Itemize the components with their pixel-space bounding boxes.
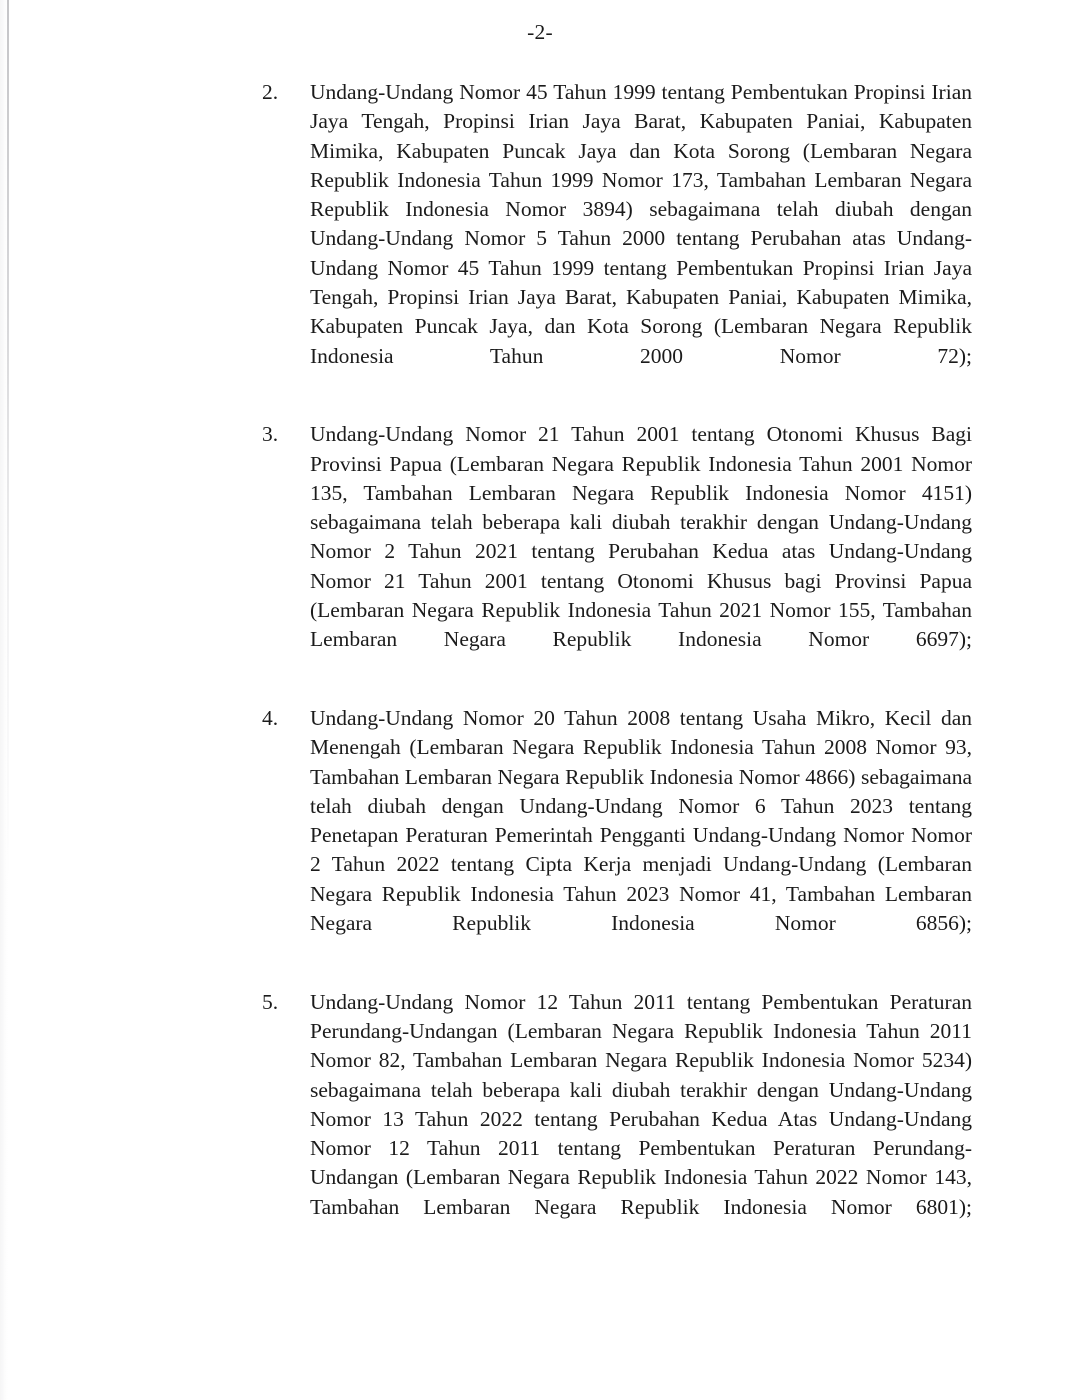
scan-edge-line — [7, 0, 9, 880]
clause-text: Undang-Undang Nomor 45 Tahun 1999 tentang Pembentukan Propinsi Irian Jaya Tengah, Propinsi Irian Jaya Barat, Kabupaten Paniai, Kabupaten Mimika, Kabupaten Puncak Jaya dan Kota Sorong (Lembaran Negara Republik Indonesia Tahun 1999 Nomor 173, Tambahan Lembaran Negara Republik Indonesia Nomor 3894) sebagaimana telah diubah dengan Undang-Undang Nomor 5 Tahun 2000 tentang Perubahan atas Undang-Undang Nomor 45 Tahun 1999 tentang Pembentukan Propinsi Irian Jaya Tengah, Propinsi Irian Jaya Barat, Kabupaten Paniai, Kabupaten Mimika, Kabupaten Puncak Jaya, dan Kota Sorong (Lembaran Negara Republik Indonesia Tahun 2000 Nomor 72); — [310, 80, 972, 368]
page-number: -2- — [527, 20, 553, 44]
clause-text: Undang-Undang Nomor 21 Tahun 2001 tentang Otonomi Khusus Bagi Provinsi Papua (Lembaran Negara Republik Indonesia Tahun 2001 Nomor 135, Tambahan Lembaran Negara Republik Indonesia Nomor 4151) sebagaimana telah beberapa kali diubah terakhir dengan Undang-Undang Nomor 2 Tahun 2021 tentang Perubahan Kedua atas Undang-Undang Nomor 21 Tahun 2001 tentang Otonomi Khusus bagi Provinsi Papua (Lembaran Negara Republik Indonesia Tahun 2021 Nomor 155, Tambahan Lembaran Negara Republik Indonesia Nomor 6697); — [310, 422, 972, 652]
clause-text: Undang-Undang Nomor 20 Tahun 2008 tentang Usaha Mikro, Kecil dan Menengah (Lembaran Negara Republik Indonesia Tahun 2008 Nomor 93, Tambahan Lembaran Negara Republik Indonesia Nomor 4866) sebagaimana telah diubah dengan Undang-Undang Nomor 6 Tahun 2023 tentang Penetapan Peraturan Pemerintah Pengganti Undang-Undang Nomor Nomor 2 Tahun 2022 tentang Cipta Kerja menjadi Undang-Undang (Lembaran Negara Republik Indonesia Tahun 2023 Nomor 41, Tambahan Lembaran Negara Republik Indonesia Nomor 6856); — [310, 705, 972, 936]
clause-item — [258, 78, 972, 400]
clause-text: Undang-Undang Nomor 12 Tahun 2011 tentang Pembentukan Peraturan Perundang-Undangan (Lembaran Negara Republik Indonesia Tahun 2011 Nomor 82, Tambahan Lembaran Negara Republik Indonesia Nomor 5234) sebagaimana telah beberapa kali diubah terakhir dengan Undang-Undang Nomor 13 Tahun 2022 tentang Perubahan Kedua Atas Undang-Undang Nomor 12 Tahun 2011 tentang Pembentukan Peraturan Perundang-Undangan (Lembaran Negara Republik Indonesia Tahun 2022 Nomor 143, Tambahan Lembaran Negara Republik Indonesia Nomor 6801); — [310, 989, 972, 1219]
clause-number: 4. — [262, 705, 279, 730]
clause-number: 3. — [262, 422, 279, 447]
clause-item — [258, 420, 972, 684]
clause-list — [258, 78, 972, 1251]
clause-number: 2. — [262, 80, 279, 104]
clause-item — [258, 988, 972, 1252]
scan-edge-gradient — [0, 0, 8, 1400]
clause-item — [258, 704, 972, 968]
clause-number: 5. — [262, 989, 279, 1014]
